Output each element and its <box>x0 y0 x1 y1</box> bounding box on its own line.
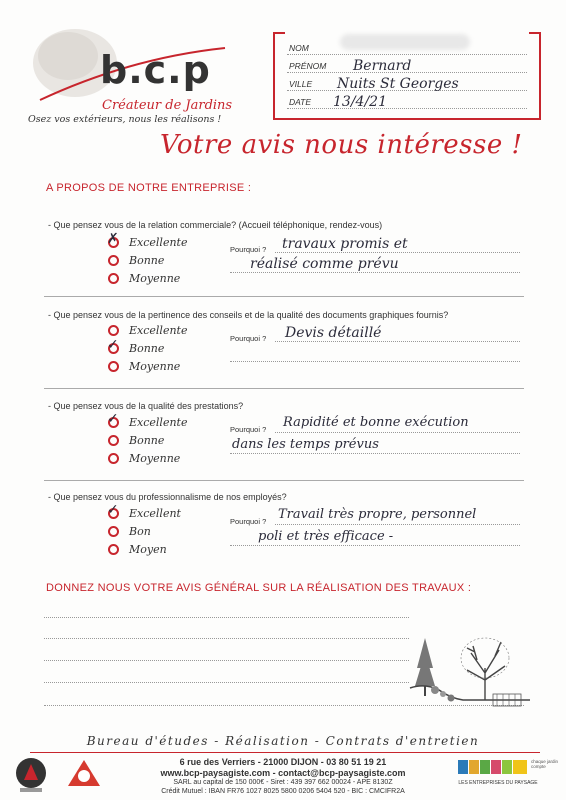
divider <box>44 296 524 297</box>
q3-answer-line-2: dans les temps prévus <box>232 437 379 452</box>
q2-option-1[interactable] <box>108 321 187 339</box>
section-heading-company: A PROPOS DE NOTRE ENTREPRISE : <box>46 182 252 194</box>
answer-line <box>230 453 520 454</box>
footer-address: 6 rue des Verriers - 21000 DIJON - 03 80 51 19 21 <box>179 757 387 767</box>
q4-answer-line-1: Travail très propre, personnel <box>278 507 477 522</box>
q3-answer-line-1: Rapidité et bonne exécution <box>283 415 469 430</box>
pourquoi-label: Pourquoi ? <box>230 517 267 526</box>
prenom-value: Bernard <box>353 58 412 74</box>
q1-answer-line-2: réalisé comme prévu <box>250 256 399 272</box>
partner-name: LES ENTREPRISES DU PAYSAGE <box>458 780 538 786</box>
question-1: - Que pensez vous de la relation commerciale? (Accueil téléphonique, rendez-vous) <box>48 220 383 230</box>
q1-radio-1[interactable] <box>107 230 119 248</box>
divider <box>44 480 524 481</box>
nom-label: NOM <box>289 43 309 53</box>
check-mark-icon: ✓ <box>107 410 119 427</box>
question-3: - Que pensez vous de la qualité des prestations? <box>48 401 244 411</box>
q4-radio-1[interactable] <box>107 501 119 519</box>
garden-illustration <box>405 628 530 713</box>
q2-radio-2[interactable] <box>107 336 119 354</box>
check-mark-icon: ✓ <box>107 501 119 518</box>
q1-radio-2[interactable] <box>108 255 119 266</box>
q1-answer-line-1: travaux promis et <box>282 236 408 252</box>
comment-line[interactable] <box>44 660 409 661</box>
q4-radio-2[interactable] <box>108 526 119 537</box>
certification-badge-icon <box>14 756 48 794</box>
pourquoi-label: Pourquoi ? <box>230 245 267 254</box>
option-label: Excellente <box>129 415 188 429</box>
logo-text: b.c.p <box>100 48 211 92</box>
q1-option-1[interactable] <box>107 230 188 251</box>
redacted-name <box>340 34 470 50</box>
option-label: Moyenne <box>129 359 181 373</box>
logo-subtitle: Créateur de Jardins <box>102 98 233 113</box>
option-label: Moyenne <box>129 271 181 285</box>
answer-line <box>230 545 520 546</box>
tagline: Osez vos extérieurs, nous les réalisons ! <box>28 114 222 125</box>
footer-services: Bureau d'études - Réalisation - Contrats d'entretien <box>86 734 480 748</box>
footer-rule <box>30 752 540 753</box>
q3-option-2[interactable] <box>108 431 164 449</box>
q4-option-2[interactable] <box>108 522 151 540</box>
check-mark-icon: ✗ <box>107 230 119 247</box>
prenom-label: PRÉNOM <box>289 61 327 71</box>
q1-option-3[interactable] <box>108 269 180 287</box>
answer-line <box>275 432 520 433</box>
q2-option-2[interactable] <box>107 336 165 357</box>
date-row <box>287 90 527 109</box>
answer-line <box>275 524 520 525</box>
q3-option-3[interactable] <box>108 449 180 467</box>
answer-line <box>275 341 520 342</box>
comment-line[interactable] <box>44 682 409 683</box>
q4-answer-line-2: poli et très efficace - <box>258 529 394 544</box>
pourquoi-label: Pourquoi ? <box>230 425 267 434</box>
section-heading-general: DONNEZ NOUS VOTRE AVIS GÉNÉRAL SUR LA RÉALISATION DES TRAVAUX : <box>46 582 472 594</box>
divider <box>44 388 524 389</box>
q2-answer-line-1: Devis détaillé <box>285 325 382 341</box>
q2-radio-3[interactable] <box>108 361 119 372</box>
answer-line <box>230 272 520 273</box>
question-2: - Que pensez vous de la pertinence des conseils et de la qualité des documents graphiques fournis? <box>48 310 449 320</box>
partner-slogan: chaque jardin compte <box>531 759 559 769</box>
q1-option-2[interactable] <box>108 251 164 269</box>
pourquoi-label: Pourquoi ? <box>230 334 267 343</box>
option-label: Excellente <box>129 235 188 249</box>
answer-line <box>275 252 520 253</box>
footer-bank: Crédit Mutuel : IBAN FR76 1027 8025 5800 0206 5404 520 - BIC : CMCIFR2A <box>161 788 405 795</box>
footer-legal: SARL au capital de 150 000€ - Siret : 439 397 662 00024 - APE 8130Z <box>173 779 393 786</box>
option-label: Excellent <box>129 506 181 520</box>
option-label: Bon <box>129 524 151 538</box>
q2-radio-1[interactable] <box>108 325 119 336</box>
check-mark-icon: ✓ <box>107 336 119 353</box>
q3-radio-2[interactable] <box>108 435 119 446</box>
option-label: Bonne <box>129 433 165 447</box>
option-label: Bonne <box>129 253 165 267</box>
q1-radio-3[interactable] <box>108 273 119 284</box>
comment-line[interactable] <box>44 617 409 618</box>
q4-option-3[interactable] <box>108 540 167 558</box>
ville-row <box>287 72 527 91</box>
page-title: Votre avis nous intéresse ! <box>160 130 523 160</box>
q4-option-1[interactable] <box>107 501 181 522</box>
option-label: Moyen <box>129 542 167 556</box>
q3-option-1[interactable] <box>107 410 188 431</box>
q2-option-3[interactable] <box>108 357 180 375</box>
answer-line <box>230 361 520 362</box>
ville-label: VILLE <box>289 79 313 89</box>
date-value: 13/4/21 <box>333 94 387 110</box>
entreprises-du-paysage-logo-icon <box>458 758 530 778</box>
ville-value: Nuits St Georges <box>337 76 459 92</box>
footer-web[interactable]: www.bcp-paysagiste.com - contact@bcp-paysagiste.com <box>160 768 406 778</box>
comment-line[interactable] <box>44 638 409 639</box>
q3-radio-1[interactable] <box>107 410 119 428</box>
partner-logo-icon <box>64 756 104 790</box>
q4-radio-3[interactable] <box>108 544 119 555</box>
date-label: DATE <box>289 97 312 107</box>
prenom-row <box>287 54 527 73</box>
option-label: Bonne <box>129 341 165 355</box>
q3-radio-3[interactable] <box>108 453 119 464</box>
question-4: - Que pensez vous du professionnalisme de nos employés? <box>48 492 287 502</box>
option-label: Moyenne <box>129 451 181 465</box>
option-label: Excellente <box>129 323 188 337</box>
